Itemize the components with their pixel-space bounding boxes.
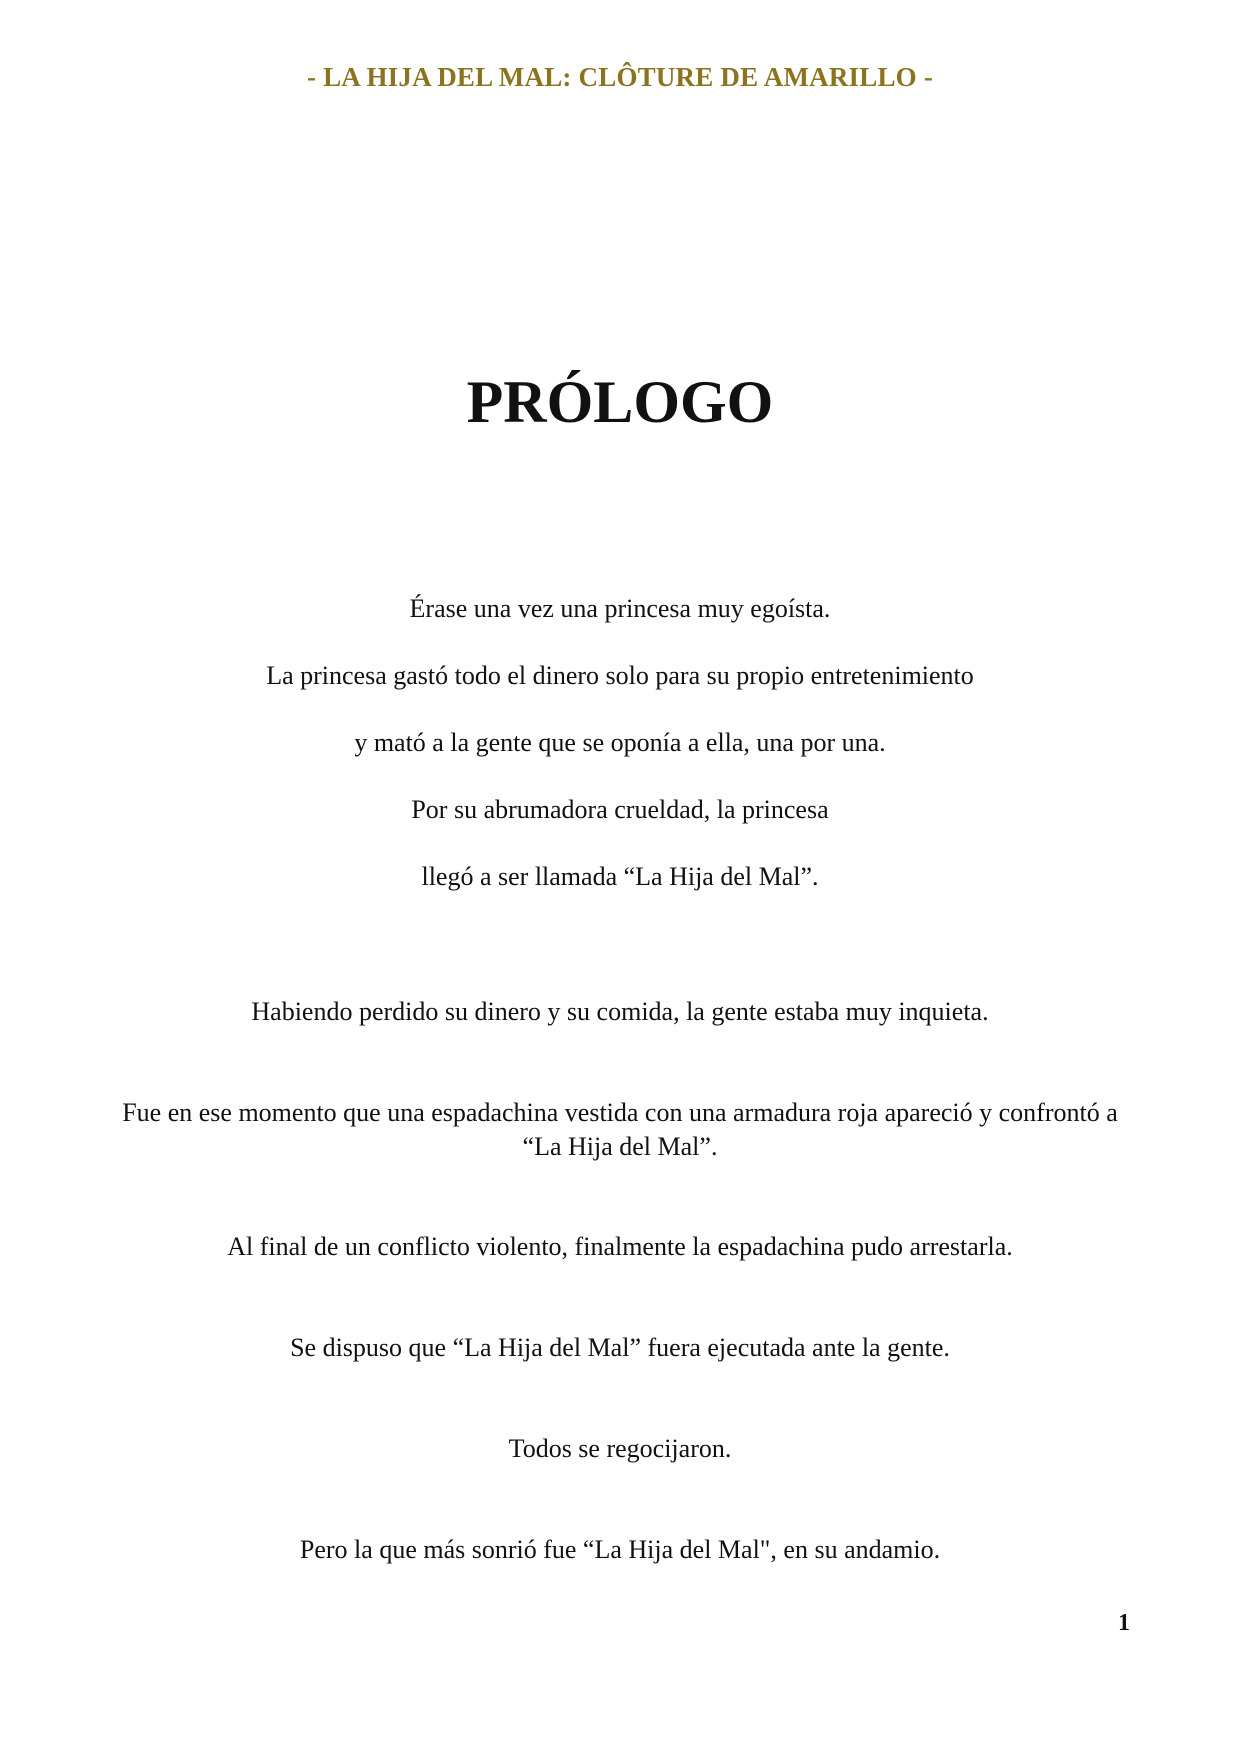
body-line-11: Pero la que más sonrió fue “La Hija del Mal", en su andamio. (299, 1535, 941, 1564)
body-line-1: Érase una vez una princesa muy egoísta. (409, 594, 831, 623)
body-line-10: Todos se regocijaron. (508, 1434, 732, 1463)
chapter-title: PRÓLOGO (466, 369, 774, 435)
body-line-7: Fue en ese momento que una espadachina vestida con una armadura roja apareció y confrontó a “La Hija del Mal”. (122, 1098, 1118, 1161)
body-line-4: Por su abrumadora crueldad, la princesa (411, 795, 829, 824)
body-line-6: Habiendo perdido su dinero y su comida, la gente estaba muy inquieta. (251, 997, 989, 1026)
body-line-5: llegó a ser llamada “La Hija del Mal”. (421, 862, 819, 891)
body-line-3: y mató a la gente que se oponía a ella, una por una. (354, 728, 886, 757)
body-line-2: La princesa gastó todo el dinero solo para su propio entretenimiento (266, 661, 974, 690)
body-line-8: Al final de un conflicto violento, finalmente la espadachina pudo arrestarla. (227, 1232, 1013, 1261)
body-line-9: Se dispuso que “La Hija del Mal” fuera ejecutada ante la gente. (290, 1333, 950, 1362)
page-number: 1 (1118, 1610, 1130, 1636)
running-header: - LA HIJA DEL MAL: CLÔTURE DE AMARILLO - (306, 62, 934, 92)
